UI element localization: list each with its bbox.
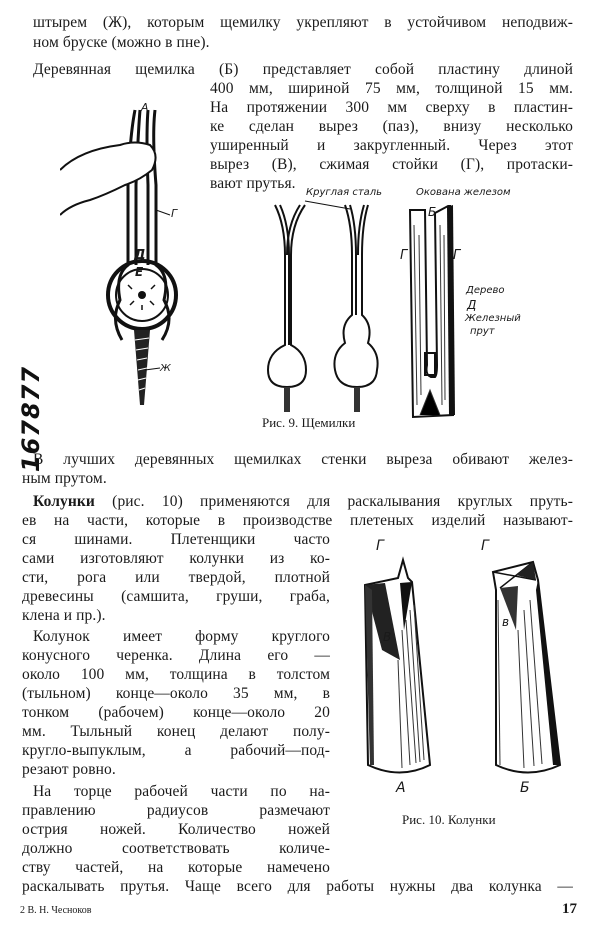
text-line: раскалывать прутья. Чаще всего для работы нужны два колунка — [22,878,573,895]
label-g2: Г [481,538,489,554]
figure-9-steel-clamps [260,195,410,425]
text-line: кругло-выпуклым, а рабочий—под- [22,742,330,759]
text-line [33,492,573,511]
text-line: 400 мм, шириной 75 мм, толщиной 15 мм. [210,80,573,97]
footer-signature: 2 В. Н. Чесноков [20,905,92,916]
text-line: клена и пр.). [22,607,106,624]
label-wood: Дерево [466,285,505,296]
text-line: ству частей, на которые намечено [22,859,330,876]
label-e: Е [135,265,144,279]
text-line: уширенный и закругленный. Через этот [210,137,573,154]
label-g-right: Г [453,248,461,263]
label-d: Д [134,248,146,263]
text-line: правлению радиусов размечают [22,802,330,819]
figure-10-kolunok-a [360,550,440,780]
figure-10-kolunok-b [488,550,568,780]
text-line: В лучших деревянных щемилках стенки выреза обивают желез- [33,451,573,468]
text-line: Колунок имеет форму круглого [33,628,330,645]
text-line: вырез (В), сжимая стойки (Г), протаски- [210,156,573,173]
text-span: (рис. 10) применяются для раскалывания круглых пруть- [94,493,573,510]
figure-10-caption: Рис. 10. Колунки [402,812,496,827]
figure-9-wooden-clamp [405,205,455,420]
text-line: тонком (рабочем) конце—около 20 [22,704,330,721]
label-a-fig10: А [396,780,406,796]
label-g1: Г [376,538,384,554]
text-line: должно соответствовать количе- [22,840,330,857]
label-b-fig10: Б [520,780,530,796]
text-line: (тыльном) конце—около 35 мм, в [22,685,330,702]
text-line: сами изготовляют колунки из ко- [22,550,330,567]
text-line: конусного черенка. Длина его — [22,647,330,664]
label-v1: В [383,630,392,644]
page-number: 17 [562,901,577,917]
label-v2: в [502,615,510,629]
text-line: вают прутья. [210,175,296,192]
handwritten-inventory-number: 167877 [17,365,46,473]
text-line: ным прутом. [22,470,107,487]
text-line: На торце рабочей части по на- [33,783,330,800]
label-g-left: Г [400,248,408,263]
figure-9-caption: Рис. 9. Щемилки [262,415,356,430]
text-line: древесины (самшита, груши, граба, [22,588,330,605]
text-line: штырем (Ж), которым щемилку укрепляют в устойчивом неподвиж- [33,14,573,31]
text-line: ном бруске (можно в пне). [33,34,210,51]
text-line: На протяжении 300 мм сверху в пластин- [210,99,573,116]
text-line: мм. Тыльный конец делают полу- [22,723,330,740]
text-line: резают ровно. [22,761,116,778]
bold-term: Колунки [33,493,95,510]
label-b: Б [428,205,437,219]
label-round-steel: Круглая сталь [306,187,383,198]
label-zh: Ж [160,363,171,374]
text-line: ев на части, которые в производстве плетеных изделий называют- [22,512,573,529]
text-line: острия ножей. Количество ножей [22,821,330,838]
text-line: около 100 мм, толщина в толстом [22,666,330,683]
text-line: сти, рога или твердой, плотной [22,569,330,586]
label-a: А [141,101,149,114]
label-iron-clad: Окована железом [416,187,511,198]
label-g: Г [171,207,178,220]
text-line: ся шинами. Плетенщики часто [22,531,330,548]
text-line: ке сделан вырез (паз), внизу несколько [210,118,573,135]
text-line: Деревянная щемилка (Б) представляет собой пластину длиной [33,61,573,78]
label-iron-rod-2: прут [470,326,495,337]
label-d2: Д [467,298,477,312]
label-iron-rod: Железный [465,313,521,324]
